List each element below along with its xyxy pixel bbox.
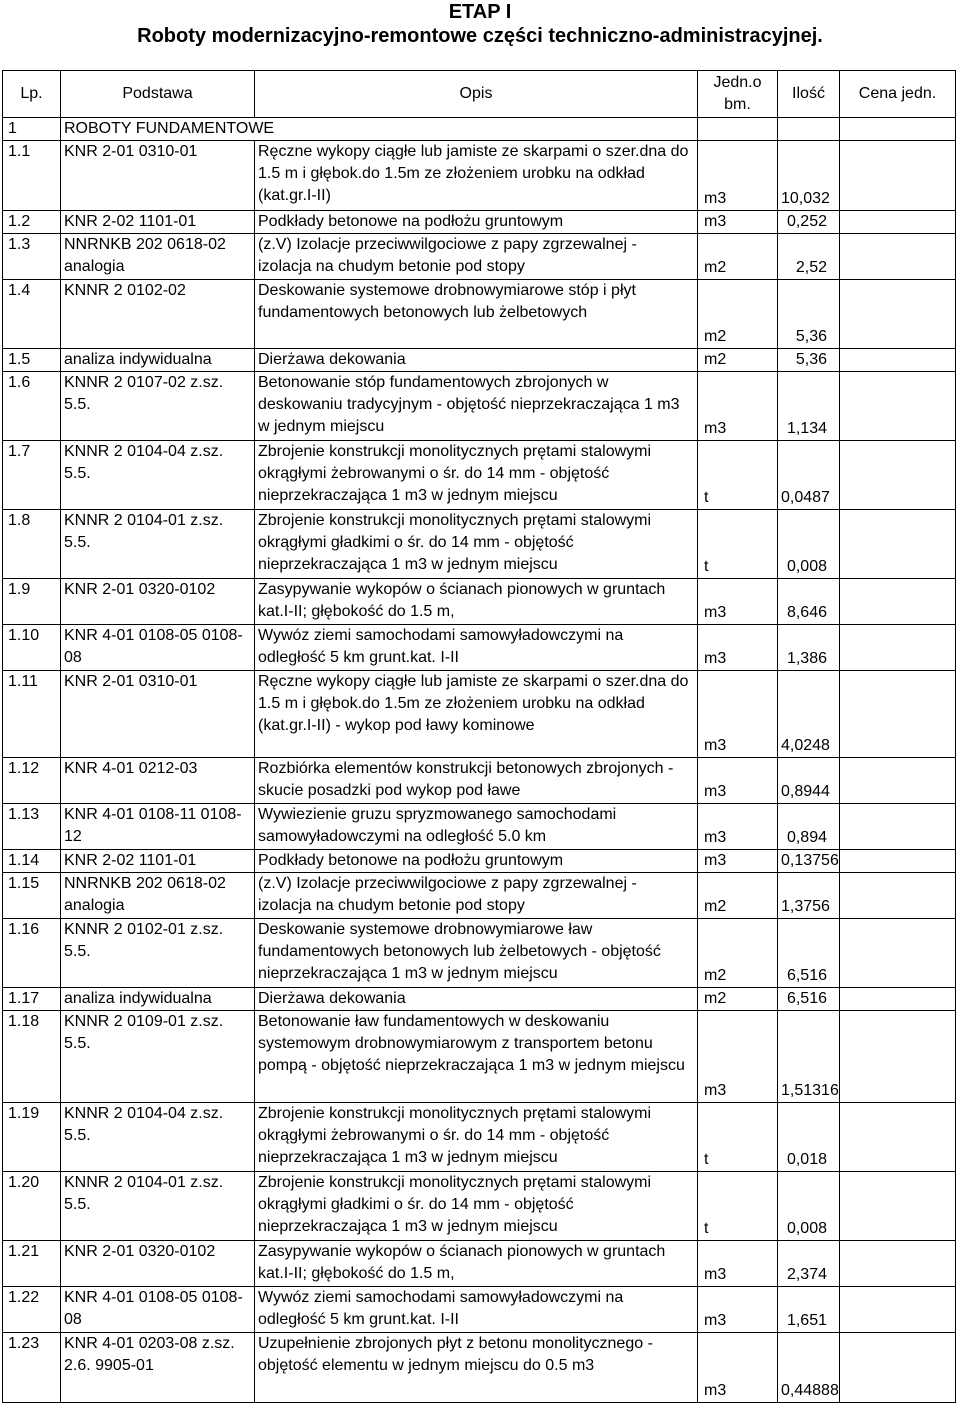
cell-podstawa: KNNR 2 0109-01 z.sz. 5.5.: [61, 1011, 255, 1103]
cell-price: [840, 280, 956, 349]
cell-lp: 1.9: [3, 579, 61, 625]
cell-podstawa: KNR 2-01 0310-01: [61, 141, 255, 211]
cell-podstawa: KNNR 2 0104-04 z.sz. 5.5.: [61, 441, 255, 510]
table-row: [3, 988, 956, 1011]
cell-unit: m2: [698, 919, 778, 988]
cell-podstawa: KNNR 2 0104-04 z.sz. 5.5.: [61, 1103, 255, 1172]
cell-lp: 1.14: [3, 850, 61, 873]
cell-lp: 1.16: [3, 919, 61, 988]
cell-quantity: 0,008: [778, 510, 840, 579]
cell-quantity: 1,51316: [778, 1011, 840, 1103]
header-cena: Cena jedn.: [840, 71, 956, 118]
cell-quantity: 5,36: [778, 349, 840, 372]
cell-price: [840, 1172, 956, 1241]
cell-opis: Wywóz ziemi samochodami samowyładowczymi na odległość 5 km grunt.kat. I-II: [255, 1287, 698, 1333]
cell-quantity: 0,44888: [778, 1333, 840, 1403]
cell-podstawa: KNR 4-01 0203-08 z.sz. 2.6. 9905-01: [61, 1333, 255, 1403]
table-row: [3, 1172, 956, 1241]
table-row: [3, 919, 956, 988]
cell-podstawa: KNR 2-01 0310-01: [61, 671, 255, 758]
cell-podstawa: KNR 4-01 0108-05 0108-08: [61, 625, 255, 671]
cell-podstawa: analiza indywidualna: [61, 349, 255, 372]
cell-quantity: 0,8944: [778, 758, 840, 804]
cell-opis: Zbrojenie konstrukcji monolitycznych prętami stalowymi okrągłymi żebrowanymi o śr. do 14 mm - objętość nieprzekraczająca 1 m3 w jednym miejscu: [255, 1103, 698, 1172]
cell-price: [840, 234, 956, 280]
table-row: [3, 579, 956, 625]
cell-quantity: 2,374: [778, 1241, 840, 1287]
cell-price: [840, 758, 956, 804]
cell-price: [840, 1241, 956, 1287]
cell-opis: Zbrojenie konstrukcji monolitycznych prętami stalowymi okrągłymi żebrowanymi o śr. do 14 mm - objętość nieprzekraczająca 1 m3 w jednym miejscu: [255, 441, 698, 510]
cell-unit: t: [698, 1103, 778, 1172]
cell-lp: 1.1: [3, 141, 61, 211]
cell-lp: 1.8: [3, 510, 61, 579]
cell-price: [840, 441, 956, 510]
cell-quantity: 0,0487: [778, 441, 840, 510]
table-row: [3, 211, 956, 234]
cell-price: [840, 579, 956, 625]
table-row: [3, 873, 956, 919]
table-row: [3, 625, 956, 671]
cell-price: [840, 349, 956, 372]
cell-podstawa: KNNR 2 0102-02: [61, 280, 255, 349]
cell-lp: 1.22: [3, 1287, 61, 1333]
cell-unit: m2: [698, 873, 778, 919]
table-row: [3, 758, 956, 804]
table-row: [3, 850, 956, 873]
cell-unit: m3: [698, 850, 778, 873]
cell-lp: 1.12: [3, 758, 61, 804]
cell-unit: m3: [698, 1241, 778, 1287]
cell-price: [840, 1333, 956, 1403]
table-row: [3, 1011, 956, 1103]
header-ilosc: Ilość: [778, 71, 840, 118]
cell-price: [840, 988, 956, 1011]
cell-opis: Podkłady betonowe na podłożu gruntowym: [255, 211, 698, 234]
cell-quantity: 0,13756: [778, 850, 840, 873]
cell-lp: 1.4: [3, 280, 61, 349]
cell-quantity: 6,516: [778, 988, 840, 1011]
cell-unit: m3: [698, 1011, 778, 1103]
cell-quantity: 6,516: [778, 919, 840, 988]
cell-podstawa: KNR 4-01 0212-03: [61, 758, 255, 804]
cell-opis: Wywóz ziemi samochodami samowyładowczymi na odległość 5 km grunt.kat. I-II: [255, 625, 698, 671]
cell-opis: Zbrojenie konstrukcji monolitycznych prętami stalowymi okrągłymi gładkimi o śr. do 14 mm - objętość nieprzekraczająca 1 m3 w jednym miejscu: [255, 510, 698, 579]
table-row: [3, 280, 956, 349]
cell-podstawa: KNR 2-02 1101-01: [61, 850, 255, 873]
cell-unit: m3: [698, 758, 778, 804]
cell-opis: Uzupełnienie zbrojonych płyt z betonu monolitycznego - objętość elementu w jednym miejscu do 0.5 m3: [255, 1333, 698, 1403]
cell-podstawa: NNRNKB 202 0618-02 analogia: [61, 234, 255, 280]
table-row: [3, 671, 956, 758]
section-row: [3, 118, 956, 141]
cell-unit: m3: [698, 625, 778, 671]
table-header-row: [3, 71, 956, 118]
cell-podstawa: KNNR 2 0104-01 z.sz. 5.5.: [61, 510, 255, 579]
cell-opis: Dierżawa dekowania: [255, 349, 698, 372]
cell-quantity: 0,894: [778, 804, 840, 850]
cell-price: [840, 1287, 956, 1333]
cell-unit: t: [698, 1172, 778, 1241]
cell-unit: m2: [698, 280, 778, 349]
cell-unit: m3: [698, 671, 778, 758]
cell-quantity: 0,018: [778, 1103, 840, 1172]
cell-podstawa: KNNR 2 0107-02 z.sz. 5.5.: [61, 372, 255, 441]
cell-lp: 1.10: [3, 625, 61, 671]
cell-opis: Zasypywanie wykopów o ścianach pionowych w gruntach kat.I-II; głębokość do 1.5 m,: [255, 579, 698, 625]
table-row: [3, 349, 956, 372]
cell-opis: (z.V) Izolacje przeciwwilgociowe z papy zgrzewalnej - izolacja na chudym betonie pod stopy: [255, 873, 698, 919]
cell-opis: Betonowanie ław fundamentowych w deskowaniu systemowym drobnowymiarowym z transportem betonu pompą - objętość nieprzekraczająca 1 m3 w jednym miejscu: [255, 1011, 698, 1103]
cell-price: [840, 372, 956, 441]
cell-unit: t: [698, 510, 778, 579]
cell-quantity: 1,134: [778, 372, 840, 441]
cell-unit: m3: [698, 1333, 778, 1403]
cost-estimate-table: [2, 70, 956, 1403]
cell-lp: 1.21: [3, 1241, 61, 1287]
section-lp: 1: [3, 118, 61, 141]
cell-unit: m3: [698, 1287, 778, 1333]
table-row: [3, 372, 956, 441]
cell-opis: Zbrojenie konstrukcji monolitycznych prętami stalowymi okrągłymi gładkimi o śr. do 14 mm - objętość nieprzekraczająca 1 m3 w jednym miejscu: [255, 1172, 698, 1241]
cell-opis: Betonowanie stóp fundamentowych zbrojonych w deskowaniu tradycyjnym - objętość nieprzekraczająca 1 m3 w jednym miejscu: [255, 372, 698, 441]
cell-podstawa: KNNR 2 0104-01 z.sz. 5.5.: [61, 1172, 255, 1241]
table-row: [3, 510, 956, 579]
table-row: [3, 234, 956, 280]
cell-unit: m2: [698, 349, 778, 372]
cell-lp: 1.20: [3, 1172, 61, 1241]
document-subtitle: Roboty modernizacyjno-remontowe części techniczno-administracyjnej.: [137, 25, 823, 47]
cell-opis: Zasypywanie wykopów o ścianach pionowych w gruntach kat.I-II; głębokość do 1.5 m,: [255, 1241, 698, 1287]
cell-quantity: 2,52: [778, 234, 840, 280]
cell-unit: m2: [698, 988, 778, 1011]
cell-lp: 1.7: [3, 441, 61, 510]
table-row: [3, 141, 956, 211]
cell-price: [840, 1103, 956, 1172]
cell-unit: m3: [698, 141, 778, 211]
cell-opis: Rozbiórka elementów konstrukcji betonowych zbrojonych - skucie posadzki pod wykop pod ławe: [255, 758, 698, 804]
cell-lp: 1.23: [3, 1333, 61, 1403]
cell-opis: Wywiezienie gruzu spryzmowanego samochodami samowyładowczymi na odległość 5.0 km: [255, 804, 698, 850]
cell-opis: Ręczne wykopy ciągłe lub jamiste ze skarpami o szer.dna do 1.5 m i głębok.do 1.5m ze złożeniem urobku na odkład (kat.gr.I-II): [255, 141, 698, 211]
cell-opis: (z.V) Izolacje przeciwwilgociowe z papy zgrzewalnej - izolacja na chudym betonie pod stopy: [255, 234, 698, 280]
cell-quantity: 1,651: [778, 1287, 840, 1333]
cell-unit: m3: [698, 372, 778, 441]
cell-unit: m3: [698, 211, 778, 234]
cell-podstawa: KNR 4-01 0108-11 0108-12: [61, 804, 255, 850]
section-name: ROBOTY FUNDAMENTOWE: [61, 118, 698, 141]
cell-price: [840, 804, 956, 850]
cell-price: [840, 873, 956, 919]
cell-opis: Podkłady betonowe na podłożu gruntowym: [255, 850, 698, 873]
cell-quantity: 1,386: [778, 625, 840, 671]
table-row: [3, 804, 956, 850]
cell-price: [840, 850, 956, 873]
cell-lp: 1.11: [3, 671, 61, 758]
cell-price: [840, 510, 956, 579]
table-row: [3, 441, 956, 510]
cell-opis: Ręczne wykopy ciągłe lub jamiste ze skarpami o szer.dna do 1.5 m i głębok.do 1.5m ze złożeniem urobku na odkład (kat.gr.I-II) - wykop pod ławy kominowe: [255, 671, 698, 758]
header-opis: Opis: [255, 71, 698, 118]
cell-opis: Deskowanie systemowe drobnowymiarowe ław fundamentowych betonowych lub żelbetowych - objętość nieprzekraczająca 1 m3 w jednym miejscu: [255, 919, 698, 988]
header-podstawa: Podstawa: [61, 71, 255, 118]
cell-podstawa: KNR 2-02 1101-01: [61, 211, 255, 234]
cell-podstawa: KNR 2-01 0320-0102: [61, 1241, 255, 1287]
cell-lp: 1.6: [3, 372, 61, 441]
cell-lp: 1.3: [3, 234, 61, 280]
cell-quantity: 4,0248: [778, 671, 840, 758]
cell-lp: 1.2: [3, 211, 61, 234]
cell-unit: m3: [698, 804, 778, 850]
cell-podstawa: KNR 2-01 0320-0102: [61, 579, 255, 625]
table-row: [3, 1333, 956, 1403]
cell-podstawa: KNNR 2 0102-01 z.sz. 5.5.: [61, 919, 255, 988]
cell-opis: Dierżawa dekowania: [255, 988, 698, 1011]
cell-quantity: 5,36: [778, 280, 840, 349]
cell-price: [840, 919, 956, 988]
cell-lp: 1.5: [3, 349, 61, 372]
document-title: ETAP I: [448, 1, 512, 23]
cell-podstawa: analiza indywidualna: [61, 988, 255, 1011]
cell-quantity: 10,032: [778, 141, 840, 211]
cell-price: [840, 625, 956, 671]
cell-lp: 1.17: [3, 988, 61, 1011]
cell-price: [840, 1011, 956, 1103]
cell-price: [840, 141, 956, 211]
cell-podstawa: KNR 4-01 0108-05 0108-08: [61, 1287, 255, 1333]
table-row: [3, 1287, 956, 1333]
cell-lp: 1.15: [3, 873, 61, 919]
cell-lp: 1.13: [3, 804, 61, 850]
cell-quantity: 1,3756: [778, 873, 840, 919]
cell-lp: 1.19: [3, 1103, 61, 1172]
cell-quantity: 0,252: [778, 211, 840, 234]
cell-price: [840, 671, 956, 758]
cell-price: [840, 211, 956, 234]
cell-podstawa: NNRNKB 202 0618-02 analogia: [61, 873, 255, 919]
header-jedn: Jedn.o bm.: [698, 71, 778, 118]
table-row: [3, 1103, 956, 1172]
cell-lp: 1.18: [3, 1011, 61, 1103]
cell-quantity: 0,008: [778, 1172, 840, 1241]
table-row: [3, 1241, 956, 1287]
cell-unit: t: [698, 441, 778, 510]
cell-unit: m2: [698, 234, 778, 280]
cell-quantity: 8,646: [778, 579, 840, 625]
cell-opis: Deskowanie systemowe drobnowymiarowe stóp i płyt fundamentowych betonowych lub żelbetowych: [255, 280, 698, 349]
cell-unit: m3: [698, 579, 778, 625]
header-lp: Lp.: [3, 71, 61, 118]
